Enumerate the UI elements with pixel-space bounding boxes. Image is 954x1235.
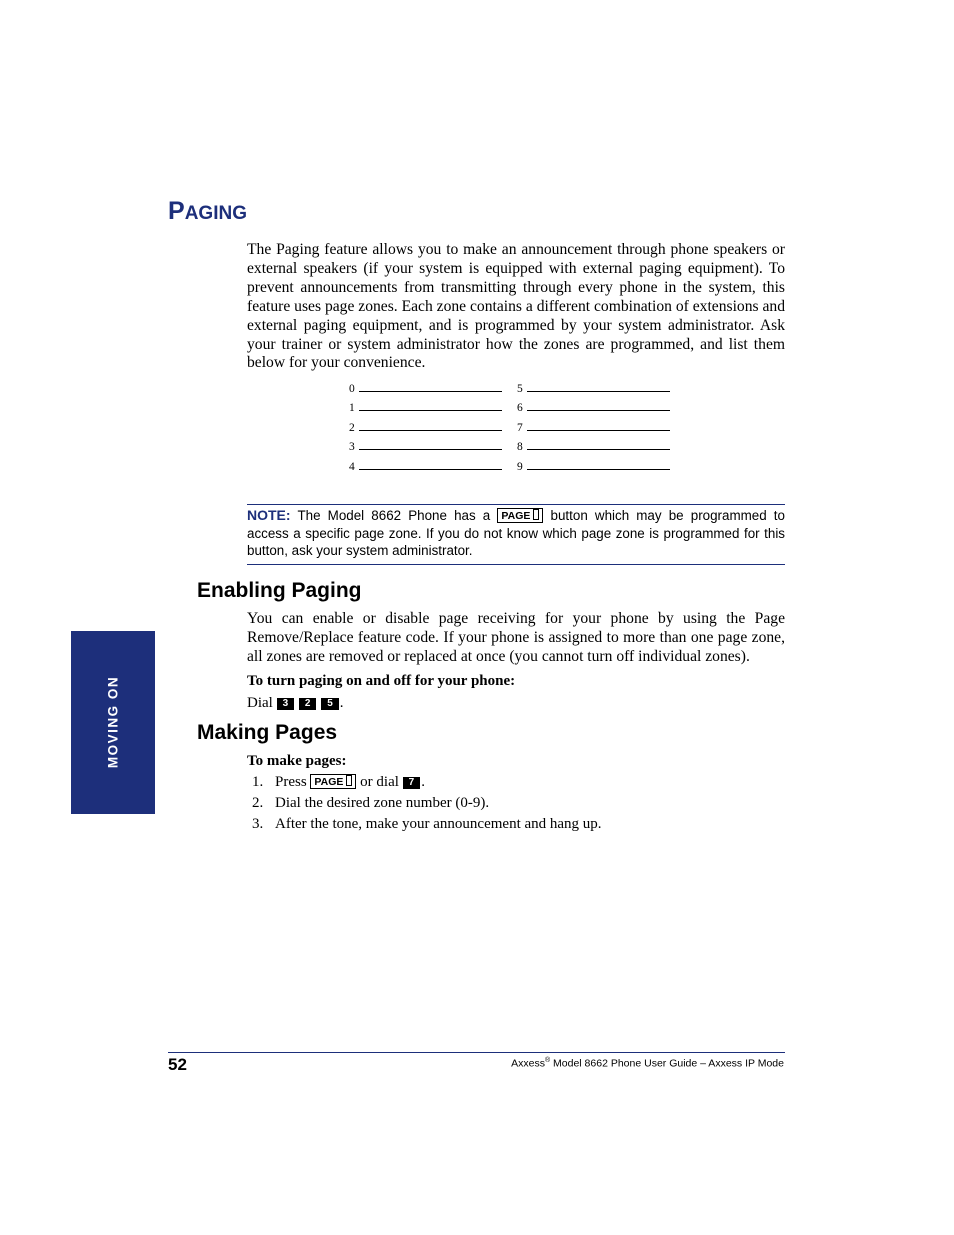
section-title-initial: P bbox=[168, 197, 185, 225]
procedure-title-enable: To turn paging on and off for your phone: bbox=[247, 673, 516, 689]
zone-blank-line bbox=[359, 381, 502, 392]
zone-number: 6 bbox=[517, 402, 523, 414]
note-bottom-rule bbox=[247, 564, 785, 565]
zone-row-4 bbox=[349, 459, 502, 474]
zone-row-8 bbox=[517, 439, 670, 454]
registered-mark: ® bbox=[544, 1057, 551, 1064]
footer-brand: Axxess bbox=[511, 1057, 545, 1070]
page-key bbox=[310, 774, 356, 789]
chapter-side-tab-label: MOVING ON bbox=[105, 675, 121, 769]
zone-number: 1 bbox=[349, 402, 355, 414]
zone-row-3 bbox=[349, 439, 502, 454]
zone-blank-line bbox=[359, 400, 502, 411]
zone-blank-line bbox=[527, 400, 670, 411]
note-label: NOTE: bbox=[247, 507, 291, 523]
page-number: 52 bbox=[168, 1055, 187, 1074]
step-2 bbox=[252, 794, 489, 812]
zone-blank-line bbox=[527, 420, 670, 431]
zone-blank-line bbox=[359, 459, 502, 470]
dial-key-3: 3 bbox=[277, 698, 295, 710]
enabling-paragraph: You can enable or disable page receiving for your phone by using the Page Remove/Replace feature code. If your phone is assigned to more than one page zone, all zones are removed or replaced at once (you cannot turn off individual zones). bbox=[247, 610, 785, 665]
key-led-icon bbox=[346, 775, 352, 786]
section-title bbox=[168, 196, 247, 229]
zone-number: 2 bbox=[349, 422, 355, 434]
dial-key-5: 5 bbox=[321, 698, 339, 710]
dial-end: . bbox=[339, 695, 344, 711]
zone-row-0 bbox=[349, 381, 502, 396]
step-3 bbox=[252, 815, 602, 833]
zone-row-5 bbox=[517, 381, 670, 396]
dial-instruction bbox=[247, 694, 344, 712]
footer-title bbox=[511, 1054, 784, 1071]
section-title-rest: AGING bbox=[184, 203, 247, 224]
step-1-end: . bbox=[421, 774, 425, 790]
step-1-middle: or dial bbox=[360, 774, 399, 790]
page-key-label: PAGE bbox=[314, 776, 344, 788]
zone-number: 8 bbox=[517, 441, 523, 453]
step-1-before: Press bbox=[275, 774, 307, 790]
procedure-title-make: To make pages: bbox=[247, 753, 347, 769]
zone-row-2 bbox=[349, 420, 502, 435]
step-number: 3. bbox=[252, 816, 264, 832]
enabling-paging-heading: Enabling Paging bbox=[197, 579, 362, 602]
zone-number: 9 bbox=[517, 461, 523, 473]
chapter-side-tab bbox=[71, 631, 155, 814]
dial-key-7: 7 bbox=[403, 777, 421, 789]
zone-number: 4 bbox=[349, 461, 355, 473]
zone-row-1 bbox=[349, 400, 502, 415]
zone-blank-line bbox=[527, 459, 670, 470]
zone-blank-line bbox=[359, 439, 502, 450]
zone-number: 0 bbox=[349, 383, 355, 395]
page-key bbox=[497, 508, 543, 523]
dial-label: Dial bbox=[247, 695, 273, 711]
zone-row-9 bbox=[517, 459, 670, 474]
zone-row-6 bbox=[517, 400, 670, 415]
step-1 bbox=[252, 773, 425, 791]
zone-blank-line bbox=[527, 381, 670, 392]
step-number: 2. bbox=[252, 795, 264, 811]
key-led-icon bbox=[533, 509, 539, 520]
step-3-text: After the tone, make your announcement and hang up. bbox=[275, 816, 602, 832]
making-pages-heading: Making Pages bbox=[197, 721, 338, 744]
footer-rule bbox=[168, 1052, 785, 1053]
note-text-before: The Model 8662 Phone has a bbox=[297, 508, 491, 523]
zone-number: 5 bbox=[517, 383, 523, 395]
note-top-rule bbox=[247, 504, 785, 505]
footer-guide-title: Model 8662 Phone User Guide – Axxess IP Mode bbox=[550, 1057, 784, 1070]
zone-row-7 bbox=[517, 420, 670, 435]
intro-paragraph: The Paging feature allows you to make an announcement through phone speakers or external speakers (if your system is equipped with external paging equipment). To prevent announcements from transmitting through every phone in the system, this feature uses page zones. Each zone contains a different combination of extensions and external paging equipment, and is programmed by your system administrator. Ask your trainer or system administrator how the zones are programmed, and list them below for your convenience. bbox=[247, 241, 785, 372]
page-key-label: PAGE bbox=[501, 510, 531, 522]
note-box bbox=[247, 507, 785, 560]
step-2-text: Dial the desired zone number (0-9). bbox=[275, 795, 490, 811]
note-text-after: button which may be programmed to access a specific page zone. If you do not know which page zone is programmed for this button, ask your system administrator. bbox=[247, 508, 785, 558]
zone-blank-line bbox=[527, 439, 670, 450]
zone-number: 7 bbox=[517, 422, 523, 434]
step-number: 1. bbox=[252, 774, 264, 790]
dial-key-2: 2 bbox=[299, 698, 317, 710]
zone-blank-line bbox=[359, 420, 502, 431]
zone-number: 3 bbox=[349, 441, 355, 453]
